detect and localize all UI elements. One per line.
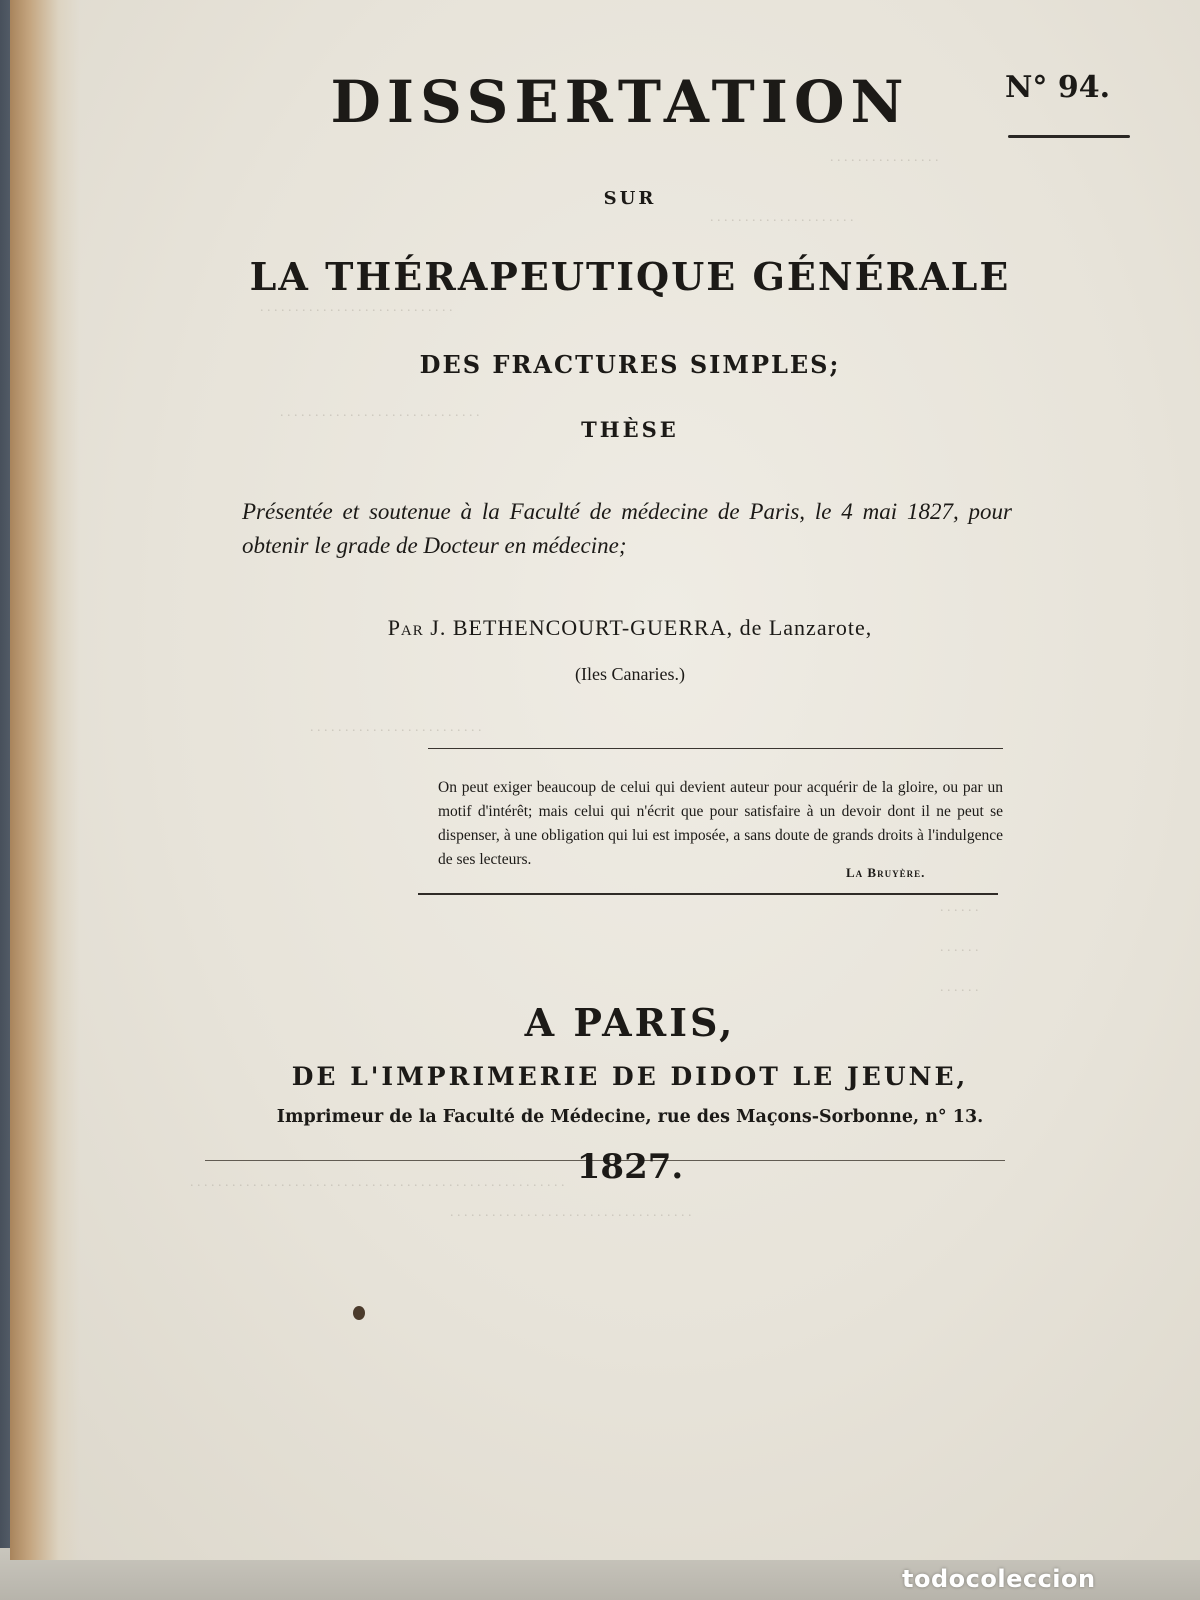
page-title: DISSERTATION [330,68,910,136]
epigraph-text: On peut exiger beaucoup de celui qui devient auteur pour acquérir de la gloire, ou par un motif d'intérêt; mais celui qui n'écrit que pour satisfaire à un devoir dont il ne peut se dispenser, à une obligation qui lui est imposée, a sans doute de grands droits à l'indulgence de ses lecteurs. [438,778,1003,868]
show-through-texture: . . . . . . . . . . . . . . . . . . . . . . . . . . . . . . . . . . . . . . . . . . . . . . . . . . . . . . [190,1175,565,1190]
worn-page-edge [10,0,80,1560]
preposition: SUR [603,188,657,209]
epigraph-author: La Bruyère. [846,865,926,880]
imprint-address: Imprimeur de la Faculté de Médecine, rue des Maçons-Sorbonne, n° 13. [276,1107,984,1127]
watermark-logo: todocoleccion [902,1565,1096,1593]
show-through-texture: . . . . . . [940,900,979,915]
show-through-texture: . . . . . . . . . . . . . . . . . . . . . . . . . . . . . [280,405,480,420]
epigraph-rule-bottom [418,893,998,895]
show-through-texture: . . . . . . [940,980,979,995]
author-name: J. BETHENCOURT-GUERRA, de Lanzarote, [423,615,873,640]
show-through-texture: . . . . . . . . . . . . . . . . . . . . . . . . . . . . . . . . . . . [450,1205,692,1220]
show-through-texture: . . . . . . . . . . . . . . . . . . . . . . . . . [310,720,482,735]
number-underline [1008,135,1130,138]
author-prefix: Par [387,615,424,640]
imprint-year: 1827. [576,1147,684,1187]
genre-label: THÈSE [581,417,679,442]
author-origin: (Iles Canaries.) [575,664,685,684]
imprint-city: A PARIS, [524,1000,736,1045]
show-through-texture: . . . . . . . . . . . . . . . . [830,150,939,165]
author-line [170,615,1090,641]
subject-line-1: LA THÉRAPEUTIQUE GÉNÉRALE [249,254,1011,299]
ink-spot [353,1306,365,1320]
dissertation-number: N° 94. [1005,70,1111,105]
title-page [10,0,1200,1560]
show-through-texture: . . . . . . . . . . . . . . . . . . . . . [710,210,854,225]
imprint-printer: DE L'IMPRIMERIE DE DIDOT LE JEUNE, [291,1062,969,1091]
presentation-statement: Présentée et soutenue à la Faculté de médecine de Paris, le 4 mai 1827, pour obtenir le grade de Docteur en médecine; [242,499,1012,558]
subject-line-2: DES FRACTURES SIMPLES; [419,350,841,379]
epigraph-rule-top [428,748,1003,749]
show-through-texture: . . . . . . [940,940,979,955]
show-through-texture: . . . . . . . . . . . . . . . . . . . . . . . . . . . . [260,300,453,315]
